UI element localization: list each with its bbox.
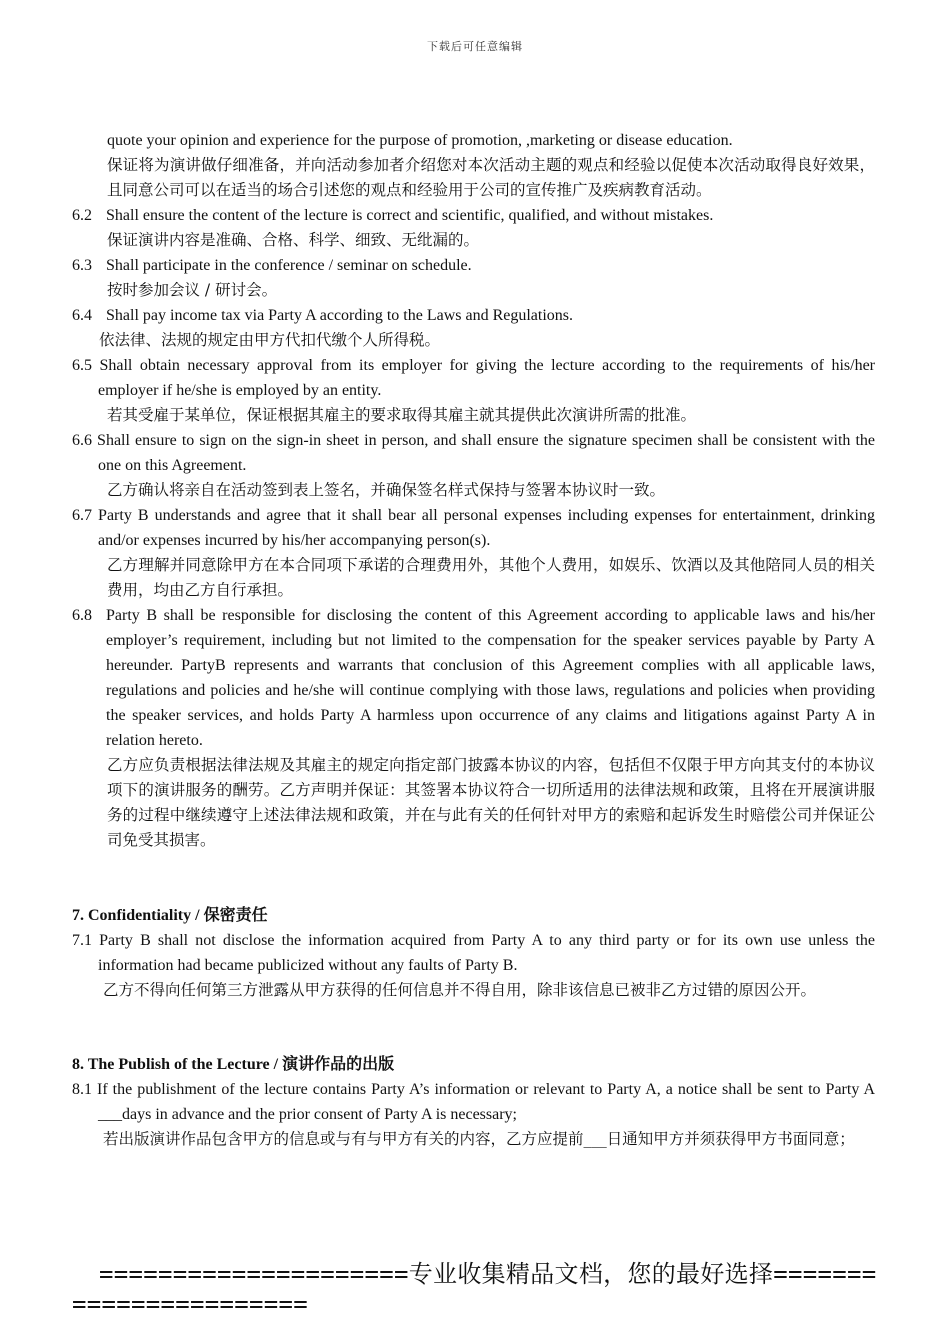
- clause-6-3-cn: 按时参加会议 / 研讨会。: [107, 281, 278, 299]
- clause-6-1-cn: 保证将为演讲做仔细准备，并向活动参加者介绍您对本次活动主题的观点和经验以促使本次活动取得良好效果，且同意公司可以在适当的场合引述您的观点和经验用于公司的宣传推广及疾病教育活动。: [107, 156, 875, 199]
- clause-6-6-cn: 乙方确认将亲自在活动签到表上签名，并确保签名样式保持与签署本协议时一致。: [107, 481, 666, 499]
- clause-6-6-en: 6.6 Shall ensure to sign on the sign-in sheet in person, and shall ensure the signature specimen shall be consistent with the one on this Agreement.: [72, 432, 875, 474]
- clause-text: Shall pay income tax via Party A according to the Laws and Regulations.: [106, 307, 574, 324]
- clause-6-5-cn: 若其受雇于某单位，保证根据其雇主的要求取得其雇主就其提供此次演讲所需的批准。: [107, 406, 697, 424]
- clause-6-4-cn: 依法律、法规的规定由甲方代扣代缴个人所得税。: [99, 331, 441, 349]
- clause-6-8-cn: 乙方应负责根据法律法规及其雇主的规定向指定部门披露本协议的内容，包括但不仅限于甲方向其支付的本协议项下的演讲服务的酬劳。乙方声明并保证：其签署本协议符合一切所适用的法律法规和政策，且将在开展演讲服务的过程中继续遵守上述法律法规和政策，并在与此有关的任何针对甲方的索赔和起诉发生时赔偿公司并保证公司免受其损害。: [107, 756, 875, 849]
- document-body: [72, 128, 875, 1152]
- clause-6-5-en: 6.5 Shall obtain necessary approval from its employer for giving the lecture according to the requirements of his/her employer if he/she is employed by an entity.: [72, 357, 875, 399]
- section-8-heading: 8. The Publish of the Lecture / 演讲作品的出版: [72, 1056, 395, 1073]
- clause-6-2-cn: 保证演讲内容是准确、合格、科学、细致、无纰漏的。: [107, 231, 480, 249]
- spacer: [72, 1003, 875, 1052]
- clause-text: Party B shall be responsible for disclosing the content of this Agreement according to applicable laws and his/her employer’s requirement, including but not limited to the compensation for the speaker services payable by Party A hereunder. PartyB represents and warrants that conclusion of this Agreement complies with all applicable laws, regulations and policies and he/she will continue complying with those laws, regulations and policies when providing the speaker services, and holds Party A harmless upon occurrence of any claims and litigations against Party A in relation hereto.: [106, 607, 875, 749]
- clause-number: 6.2: [72, 207, 92, 224]
- clause-6-4-en: [72, 303, 875, 328]
- clause-number: 6.8: [72, 607, 92, 624]
- clause-6-3-en: [72, 253, 875, 278]
- clause-6-8-en: [72, 603, 875, 753]
- clause-6-2-en: [72, 203, 875, 228]
- footer-line-2: ================: [72, 1290, 308, 1318]
- clause-6-7-en: 6.7 Party B understands and agree that it shall bear all personal expenses including expenses for entertainment, drinking and/or expenses incurred by his/her accompanying person(s).: [72, 507, 875, 549]
- section-7-heading: 7. Confidentiality / 保密责任: [72, 907, 268, 924]
- spacer: [72, 853, 875, 903]
- clause-8-1-cn: 若出版演讲作品包含甲方的信息或与有与甲方有关的内容，乙方应提前___日通知甲方并须获得甲方书面同意；: [103, 1130, 855, 1148]
- clause-text: Shall ensure the content of the lecture is correct and scientific, qualified, and without mistakes.: [106, 207, 714, 224]
- clause-6-1-en-continued: quote your opinion and experience for the purpose of promotion, ,marketing or disease education.: [107, 132, 733, 149]
- clause-6-7-cn: 乙方理解并同意除甲方在本合同项下承诺的合理费用外，其他个人费用，如娱乐、饮酒以及其他陪同人员的相关费用，均由乙方自行承担。: [107, 556, 875, 599]
- page-header: 下载后可任意编辑: [427, 41, 523, 53]
- clause-7-1-en: 7.1 Party B shall not disclose the information acquired from Party A to any third party or for its own use unless the information had became publicized without any faults of Party B.: [72, 932, 875, 974]
- clause-number: 6.4: [72, 307, 92, 324]
- clause-number: 6.3: [72, 257, 92, 274]
- footer-line-1: =====================专业收集精品文档，您的最好选择=======: [99, 1260, 877, 1288]
- page-footer: [72, 1259, 875, 1319]
- clause-text: Shall participate in the conference / seminar on schedule.: [106, 257, 472, 274]
- clause-8-1-en: 8.1 If the publishment of the lecture contains Party A’s information or relevant to Party A, a notice shall be sent to Party A ___days in advance and the prior consent of Party A is necessary;: [72, 1081, 875, 1123]
- clause-7-1-cn: 乙方不得向任何第三方泄露从甲方获得的任何信息并不得自用，除非该信息已被非乙方过错的原因公开。: [103, 981, 817, 999]
